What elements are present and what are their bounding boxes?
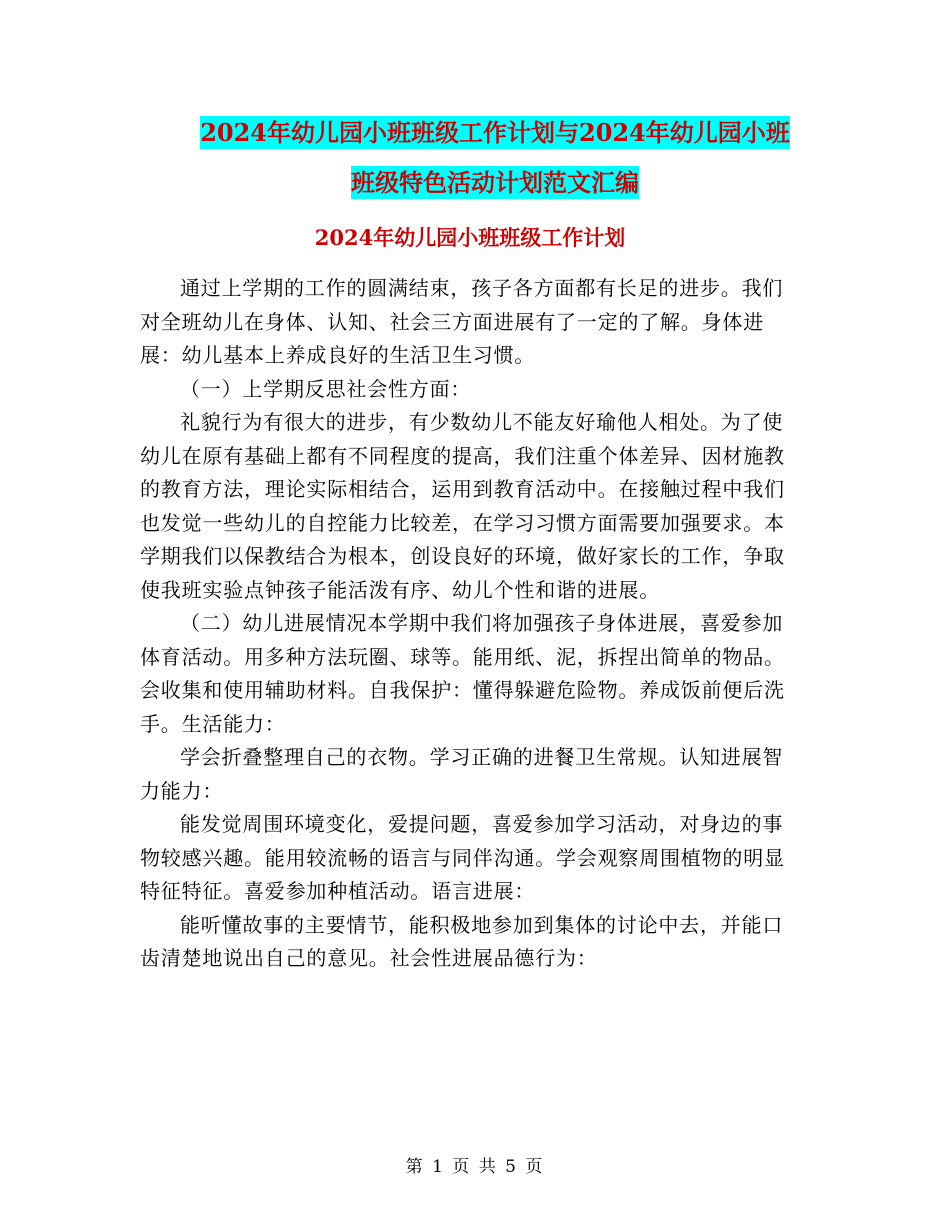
paragraph: 能发觉周围环境变化，爱提问题，喜爱参加学习活动，对身边的事物较感兴趣。能用较流畅的语言与同伴沟通。学会观察周围植物的明显特征特征。喜爱参加种植活动。语言进展： xyxy=(140,812,785,903)
document-title xyxy=(150,108,840,208)
paragraph: 能听懂故事的主要情节，能积极地参加到集体的讨论中去，并能口齿清楚地说出自己的意见。社会性进展品德行为： xyxy=(140,912,784,970)
section-title: 2024年幼儿园小班班级工作计划 xyxy=(314,225,626,250)
document-body xyxy=(140,272,800,976)
paragraph: 通过上学期的工作的圆满结束，孩子各方面都有长足的进步。我们对全班幼儿在身体、认知、社会三方面进展有了一定的了解。身体进展：幼儿基本上养成良好的生活卫生习惯。 xyxy=(140,276,784,367)
paragraph: （一）上学期反思社会性方面： xyxy=(180,376,472,401)
paragraph: 礼貌行为有很大的进步，有少数幼儿不能友好瑜他人相处。为了使幼儿在原有基础上都有不同程度的提高，我们注重个体差异、因材施教的教育方法，理论实际相结合，运用到教育活动中。在接触过程中我们也发觉一些幼儿的自控能力比较差，在学习习惯方面需要加强要求。本学期我们以保教结合为根本，创设良好的环境，做好家长的工作，争取使我班实验点钟孩子能活泼有序、幼儿个性和谐的进展。 xyxy=(140,410,785,602)
paragraph: 学会折叠整理自己的衣物。学习正确的进餐卫生常规。认知进展智力能力： xyxy=(140,745,784,803)
document-title-line-2: 班级特色活动计划范文汇编 xyxy=(351,168,639,197)
paragraph: （二）幼儿进展情况本学期中我们将加强孩子身体进展，喜爱参加体育活动。用多种方法玩圈、球等。能用纸、泥，拆捏出简单的物品。会收集和使用辅助材料。自我保护：懂得躲避危险物。养成饭前便后洗手。生活能力： xyxy=(140,611,785,736)
document-title-line-1: 2024年幼儿园小班班级工作计划与2024年幼儿园小班 xyxy=(200,118,790,147)
page-footer: 第 1 页 共 5 页 xyxy=(405,1157,545,1177)
